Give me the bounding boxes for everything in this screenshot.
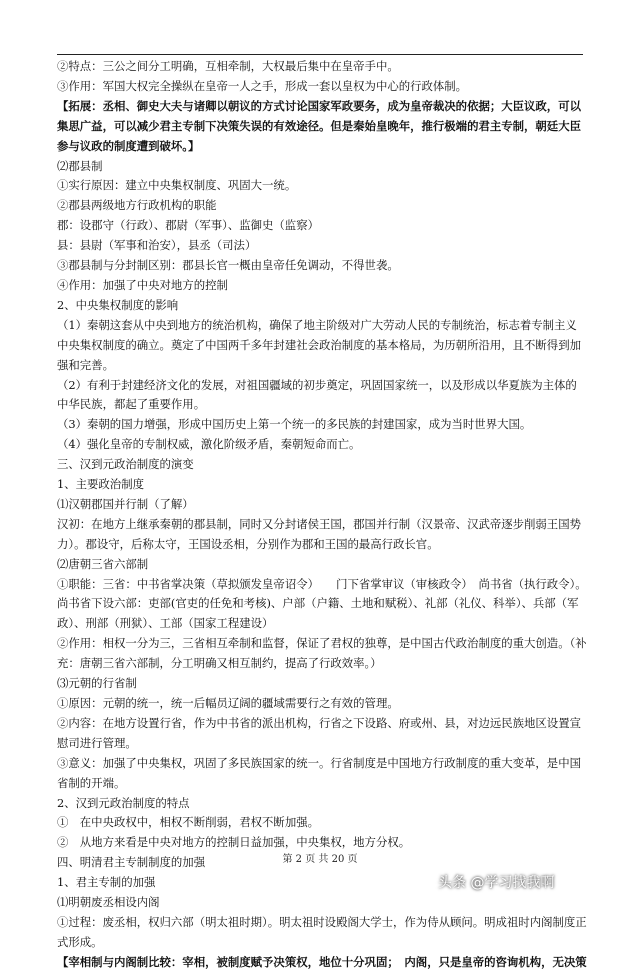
text-line: （1）秦朝这套从中央到地方的统治机构，确保了地主阶级对广大劳动人民的专制统治，标志着专制主义中央集权制度的确立。奠定了中国两千多年封建社会政治制度的基本格局，为历朝所沿用，且不断得到加强和完善。 (57, 317, 581, 372)
page-footer: 第 2 页 共 20 页 (282, 854, 358, 865)
text-line: ⑵唐朝三省六部制 (57, 556, 149, 571)
text-line: ①实行原因：建立中央集权制度、巩固大一统。 (57, 178, 297, 193)
watermark-text: 头条 @学习找我啊 (438, 875, 555, 891)
text-line: ②郡县两级地方行政机构的职能 (57, 198, 217, 213)
text-line: 2、汉到元政治制度的特点 (57, 795, 190, 810)
text-line: 【宰相制与内阁制比较：宰相，被制度赋予决策权，地位十分巩固； 内阁，只是皇帝的咨询机构，无决策 (57, 954, 587, 969)
text-line: ① 在中央政权中，相权不断削弱，君权不断加强。 (57, 815, 319, 830)
text-line: 四、明清君主专制制度的加强 (57, 855, 206, 870)
text-line: ⑴明朝废丞相设内阁 (57, 895, 160, 910)
text-line: ①职能：三省：中书省掌决策（草拟颁发皇帝诏令） 门下省掌审议（审核政令） 尚书省（执行政令）。尚书省下设六部：吏部(官吏的任免和考核)、户部（户籍、土地和赋税）、礼部（礼仪、科举）、兵部（军政）、刑部（刑狱）、工部（国家工程建设） (57, 576, 587, 631)
text-line: 1、君主专制的加强 (57, 875, 156, 890)
text-line: ④作用：加强了中央对地方的控制 (57, 277, 228, 292)
text-line: ⑶元朝的行省制 (57, 676, 137, 691)
text-line: ②内容：在地方设置行省，作为中书省的派出机构，行省之下设路、府或州、县，对边远民族地区设置宣慰司进行管理。 (57, 715, 581, 750)
text-line: （2）有利于封建经济文化的发展，对祖国疆域的初步奠定，巩固国家统一，以及形成以华夏族为主体的中华民族，都起了重要作用。 (57, 377, 577, 412)
text-line: ②作用：相权一分为三，三省相互牵制和监督，保证了君权的独尊，是中国古代政治制度的重大创造。（补充：唐朝三省六部制，分工明确又相互制约，提高了行政效率。） (57, 636, 587, 671)
text-line: 1、主要政治制度 (57, 477, 144, 492)
text-line: ⑴汉朝郡国并行制（了解） (57, 496, 194, 511)
document-body (57, 57, 587, 973)
text-line: （3）秦朝的国力增强，形成中国历史上第一个统一的多民族的封建国家，成为当时世界大国。 (57, 417, 532, 432)
text-line: ③意义：加强了中央集权，巩固了多民族国家的统一。行省制度是中国地方行政制度的重大变革，是中国省制的开端。 (57, 755, 581, 790)
text-line: 汉初：在地方上继承秦朝的郡县制，同时又分封诸侯王国，郡国并行制（汉景帝、汉武帝逐步削弱王国势力）。郡设守，后称太守，王国设丞相，分别作为郡和王国的最高行政长官。 (57, 516, 581, 551)
text-line: 县：县尉（军事和治安），县丞（司法） (57, 238, 257, 253)
text-line: 郡：设郡守（行政）、郡尉（军事）、监御史（监察） (57, 218, 319, 233)
text-line: ①过程：废丞相，权归六部（明太祖时期）。明太祖时设殿阁大学士，作为侍从顾问。明成祖时内阁制度正式形成。 (57, 914, 587, 949)
text-line: ② 从地方来看是中央对地方的控制日益加强，中央集权，地方分权。 (57, 835, 411, 850)
text-line: （4）强化皇帝的专制权威，激化阶级矛盾，秦朝短命而亡。 (57, 437, 361, 452)
text-line: ③郡县制与分封制区别：郡县长官一概由皇帝任免调动，不得世袭。 (57, 258, 399, 273)
text-line: ①原因：元朝的统一，统一后幅员辽阔的疆域需要行之有效的管理。 (57, 696, 399, 710)
text-line: ③作用：军国大权完全操纵在皇帝一人之手，形成一套以皇权为中心的行政体制。 (57, 78, 468, 93)
text-line: ⑵郡县制 (57, 158, 103, 173)
text-line: 三、汉到元政治制度的演变 (57, 457, 194, 472)
text-line: 2、中央集权制度的影响 (57, 297, 179, 312)
text-line: ②特点：三公之间分工明确，互相牵制，大权最后集中在皇帝手中。 (57, 59, 399, 73)
header-rule (57, 54, 583, 55)
text-line: 【拓展：丞相、御史大夫与诸卿以朝议的方式讨论国家军政要务，成为皇帝裁决的依据；大臣议政，可以集思广益，可以减少君主专制下决策失误的有效途径。但是秦始皇晚年，推行极端的君主专制，朝廷大臣参与议政的制度遭到破坏。】 (57, 98, 581, 153)
